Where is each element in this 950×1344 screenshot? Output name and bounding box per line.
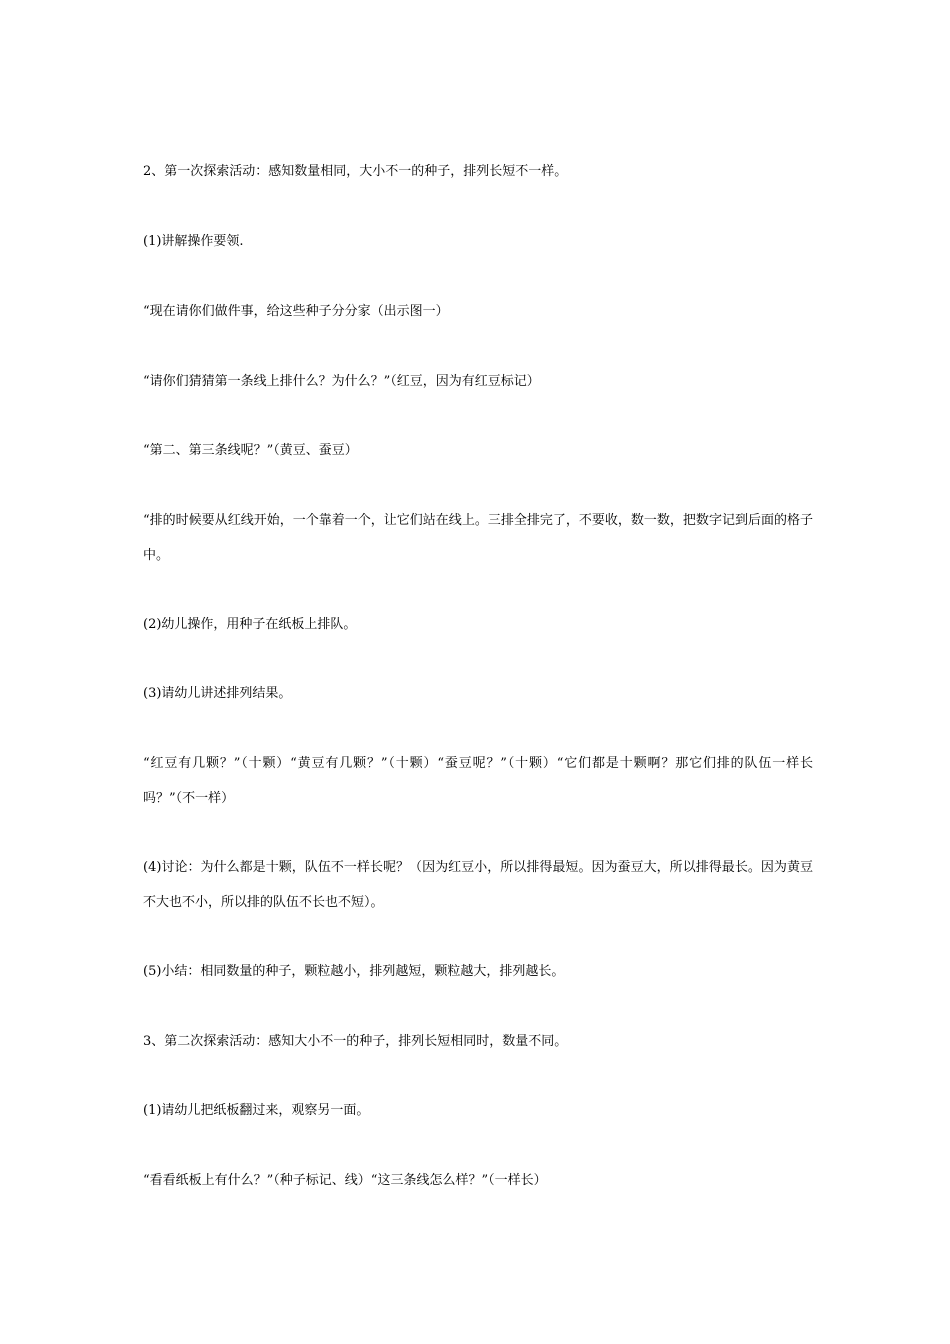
paragraph-step-1: (1)讲解操作要领. — [143, 234, 244, 249]
paragraph-quote-1: “现在请你们做件事，给这些种子分分家（出示图一） — [143, 304, 449, 319]
paragraph-activity-3-step-1: (1)请幼儿把纸板翻过来，观察另一面。 — [143, 1103, 370, 1118]
paragraph-step-4: (4)讨论：为什么都是十颗，队伍不一样长呢？（因为红豆小，所以排得最短。因为蚕豆大，所以排得最长。因为黄豆不大也不小，所以排的队伍不长也不短）。 — [143, 860, 813, 910]
paragraph-step-2: (2)幼儿操作，用种子在纸板上排队。 — [143, 617, 357, 632]
paragraph-activity-3-heading: 3、第二次探索活动：感知大小不一的种子，排列长短相同时，数量不同。 — [143, 1034, 568, 1049]
paragraph-quote-4: “排的时候要从红线开始，一个靠着一个，让它们站在线上。三排全排完了，不要收，数一数，把数字记到后面的格子中。 — [143, 513, 813, 563]
paragraph-quote-3: “第二、第三条线呢？”（黄豆、蚕豆） — [143, 443, 358, 458]
paragraph-step-3: (3)请幼儿讲述排列结果。 — [143, 686, 292, 701]
paragraph-step-5: (5)小结：相同数量的种子，颗粒越小，排列越短，颗粒越大，排列越长。 — [143, 964, 565, 979]
paragraph-activity-2-heading: 2、第一次探索活动：感知数量相同，大小不一的种子，排列长短不一样。 — [143, 164, 568, 179]
paragraph-quote-2: “请你们猜猜第一条线上排什么？为什么？”（红豆，因为有红豆标记） — [143, 374, 540, 389]
paragraph-quote-5: “红豆有几颗？”（十颗）“黄豆有几颗？”（十颗）“蚕豆呢？”（十颗）“它们都是十颗啊？那它们排的队伍一样长吗？”（不一样） — [143, 756, 813, 806]
paragraph-quote-6: “看看纸板上有什么？”（种子标记、线）“这三条线怎么样？”（一样长） — [143, 1173, 547, 1188]
